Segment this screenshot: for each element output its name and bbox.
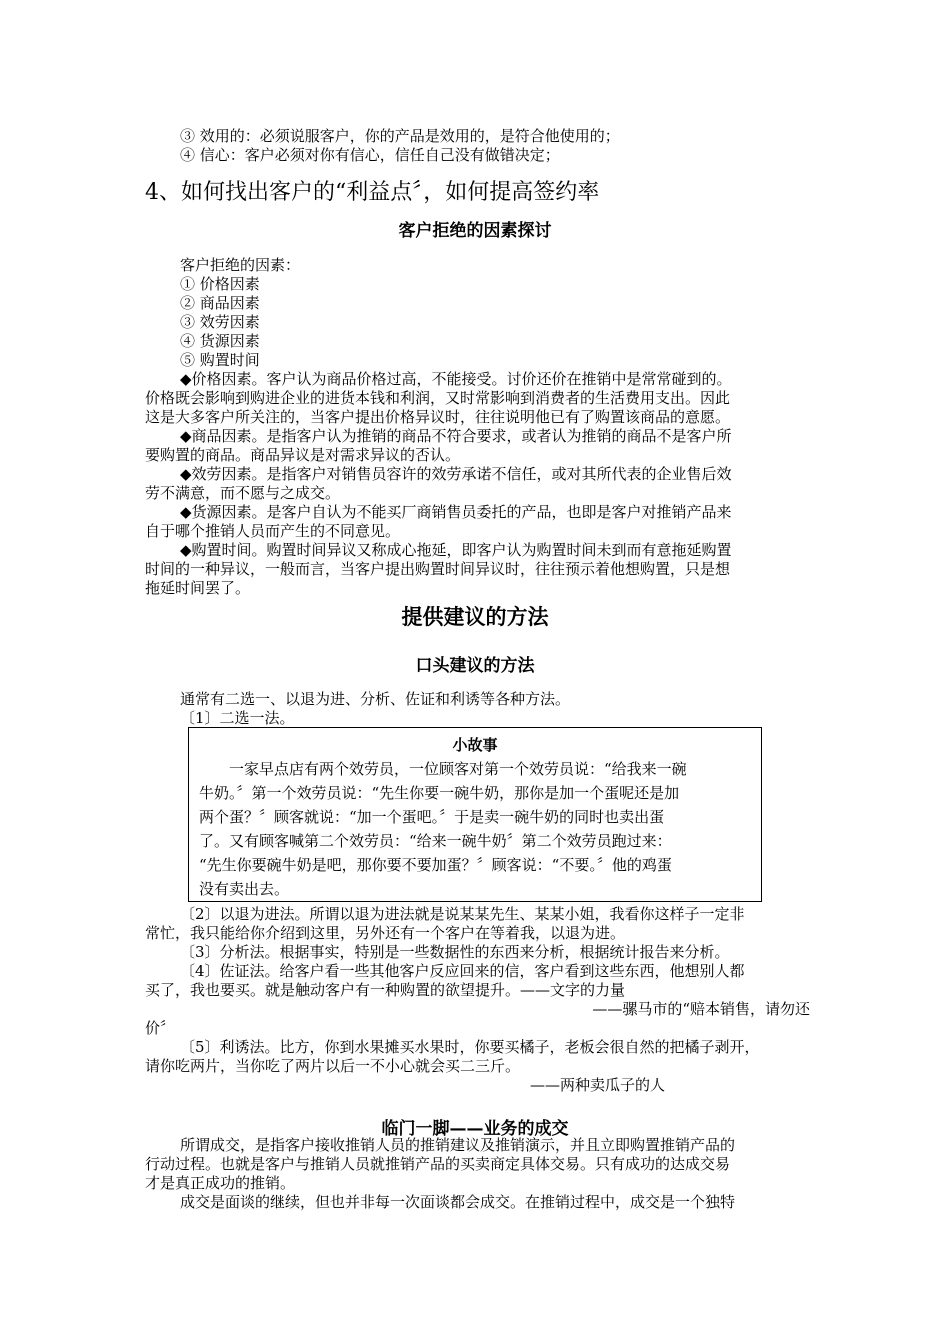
oral-advice-heading: 口头建议的方法 <box>415 656 535 676</box>
price-paragraph: 价格既会影响到购进企业的进货本钱和利润，又时常影响到消费者的生活费用支出。因此 <box>145 389 731 407</box>
method-4: 〔4〕佐证法。给客户看一些其他客户反应回来的信，客户看到这些东西，他想别人都 <box>180 962 745 980</box>
confidence-item: ④ 信心：客户必须对你有信心，信任自己没有做错决定； <box>180 146 560 164</box>
method-5-reference: ——两种卖瓜子的人 <box>529 1076 665 1094</box>
refusal-item: ④ 货源因素 <box>180 332 260 350</box>
story-line: 牛奶。〞第一个效劳员说：“先生你要一碗牛奶，那你是加一个蛋呢还是加 <box>199 784 680 802</box>
refusal-item: ③ 效劳因素 <box>180 313 260 331</box>
story-line: “先生你要碗牛奶是吧，那你要不要加蛋？〞顾客说：“不要。〞他的鸡蛋 <box>199 856 672 874</box>
section-4-heading: 4、如何找出客户的“利益点〞，如何提高签约率 <box>145 180 600 205</box>
method-2: 常忙，我只能给你介绍到这里，另外还有一个客户在等着我，以退为进。 <box>145 924 626 942</box>
goods-paragraph: ◆商品因素。是指客户认为推销的商品不符合要求，或者认为推销的商品不是客户所 <box>180 427 732 445</box>
story-line: 了。又有顾客喊第二个效劳员：“给来一碗牛奶〞第二个效劳员跑过来： <box>199 832 672 850</box>
goods-paragraph: 要购置的商品。商品异议是对需求异议的否认。 <box>145 446 461 464</box>
timing-paragraph: 时间的一种异议，一般而言，当客户提出购置时间异议时，往往预示着他想购置，只是想 <box>145 560 731 578</box>
refusal-intro: 客户拒绝的因素： <box>180 256 301 274</box>
story-title: 小故事 <box>452 736 498 754</box>
advice-heading: 提供建议的方法 <box>401 605 549 629</box>
method-3: 〔3〕分析法。根据事实，特别是一些数据性的东西来分析，根据统计报告来分析。 <box>180 943 730 961</box>
closing-paragraph: 成交是面谈的继续，但也并非每一次面谈都会成交。在推销过程中，成交是一个独特 <box>180 1193 736 1211</box>
method-4-reference: 价〞 <box>145 1019 176 1037</box>
service-paragraph: ◆效劳因素。是指客户对销售员容许的效劳承诺不信任，或对其所代表的企业售后效 <box>180 465 732 483</box>
closing-heading: 临门一脚——业务的成交 <box>381 1119 569 1139</box>
timing-paragraph: ◆购置时间。购置时间异议又称成心拖延，即客户认为购置时间未到而有意拖延购置 <box>180 541 732 559</box>
method-4: 买了，我也要买。就是触动客户有一种购置的欲望提升。——文字的力量 <box>145 981 626 999</box>
method-5: 〔5〕利诱法。比方，你到水果摊买水果时，你要买橘子，老板会很自然的把橘子剥开， <box>180 1038 760 1056</box>
supply-paragraph: 自于哪个推销人员而产生的不同意见。 <box>145 522 401 540</box>
refusal-item: ② 商品因素 <box>180 294 260 312</box>
effect-item: ③ 效用的：必须说服客户，你的产品是效用的，是符合他使用的； <box>180 127 620 145</box>
refusal-heading: 客户拒绝的因素探讨 <box>398 221 552 241</box>
refusal-item: ⑤ 购置时间 <box>180 351 260 369</box>
price-paragraph: ◆价格因素。客户认为商品价格过高，不能接受。讨价还价在推销中是常常碰到的。 <box>180 370 732 388</box>
supply-paragraph: ◆货源因素。是客户自认为不能买厂商销售员委托的产品，也即是客户对推销产品来 <box>180 503 732 521</box>
method-2: 〔2〕以退为进法。所谓以退为进法就是说某某先生、某某小姐，我看你这样子一定非 <box>180 905 745 923</box>
closing-paragraph: 行动过程。也就是客户与推销人员就推销产品的买卖商定具体交易。只有成功的达成交易 <box>145 1155 731 1173</box>
price-paragraph: 这是大多客户所关注的，当客户提出价格异议时，往往说明他已有了购置该商品的意愿。 <box>145 408 731 426</box>
method-1: 〔1〕二选一法。 <box>180 709 295 727</box>
timing-paragraph: 拖延时间罢了。 <box>145 579 251 597</box>
refusal-item: ① 价格因素 <box>180 275 260 293</box>
story-line: 没有卖出去。 <box>199 880 290 898</box>
method-4-reference: ——骡马市的“赔本销售，请勿还 <box>592 1000 810 1018</box>
service-paragraph: 劳不满意，而不愿与之成交。 <box>145 484 341 502</box>
closing-paragraph: 所谓成交，是指客户接收推销人员的推销建议及推销演示，并且立即购置推销产品的 <box>180 1136 736 1154</box>
story-line: 一家早点店有两个效劳员，一位顾客对第一个效劳员说：“给我来一碗 <box>229 760 687 778</box>
closing-paragraph: 才是真正成功的推销。 <box>145 1174 296 1192</box>
story-box <box>188 727 762 902</box>
method-5: 请你吃两片，当你吃了两片以后一不小心就会买二三斤。 <box>145 1057 521 1075</box>
story-line: 两个蛋？〞顾客就说：“加一个蛋吧。〞于是卖一碗牛奶的同时也卖出蛋 <box>199 808 665 826</box>
oral-intro: 通常有二选一、以退为进、分析、佐证和利诱等各种方法。 <box>180 690 571 708</box>
